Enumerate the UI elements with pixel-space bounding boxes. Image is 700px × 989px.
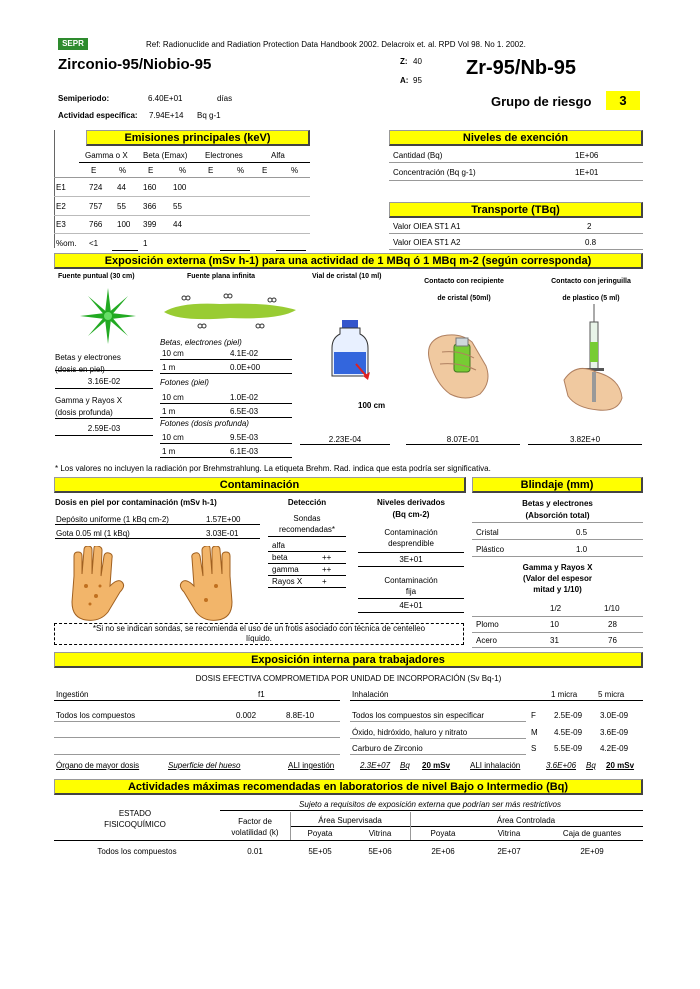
probe-note: *Si no se indican sondas, se recomienda el uso de un frotis asociado con técnica de centelleo líquido. (54, 623, 464, 645)
plane-photons-deep-title: Fotones (dosis profunda) (160, 419, 249, 428)
sub-header: E (208, 166, 214, 175)
z-label: Z: (400, 57, 408, 66)
risk-group-value: 3 (606, 91, 640, 110)
max-row-label: Todos los compuestos (97, 847, 177, 856)
ali-ingestion-label: ALI ingestión (288, 761, 335, 770)
external-exposure-title: Exposición externa (mSv h-1) para una actividad de 1 MBq ó 1 MBq m-2 (según corresponda) (54, 253, 643, 269)
transport-label-0: Valor OIEA ST1 A1 (393, 222, 461, 231)
steel-label: Acero (476, 636, 497, 645)
plane-value: 9.5E-03 (230, 433, 259, 442)
ingestion-row-f1: 0.002 (236, 711, 257, 720)
sub-col-3: Vitrina (497, 829, 521, 838)
sub-col-0: Poyata (307, 829, 333, 838)
emission-cell: 724 (89, 183, 103, 192)
micra1-label: 1 micra (551, 690, 578, 699)
transport-label-1: Valor OIEA ST1 A2 (393, 238, 461, 247)
max-row-v3: 2E+07 (497, 847, 521, 856)
organ-value: Superficie del hueso (168, 761, 241, 770)
plane-distance: 1 m (162, 363, 176, 372)
exemption-label-1: Concentración (Bq g-1) (393, 168, 476, 177)
sub-header: % (119, 166, 127, 175)
inhalation-row-type: F (531, 711, 536, 720)
col-vial: Vial de cristal (10 ml) (312, 273, 382, 280)
reference: Ref: Radionuclide and Radiation Protection Data Handbook 2002. Delacroix et. al. RPD Vol 98. No 1. 2002. (146, 40, 526, 49)
plane-photons-skin-title: Fotones (piel) (160, 378, 209, 387)
probe-label: alfa (272, 541, 285, 550)
drop-label: Gota 0.05 ml (1 kBq) (56, 529, 130, 538)
half-col: 1/2 (550, 604, 562, 613)
specific-activity-value: 7.94E+14 (149, 111, 184, 120)
fixed-label: Contaminación fija (384, 576, 438, 596)
emission-row-label: E3 (56, 220, 66, 229)
exemption-value-1: 1E+01 (575, 168, 599, 177)
a-label: A: (400, 76, 409, 85)
controlled-header: Área Controlada (496, 816, 556, 825)
exemption-title: Niveles de exención (389, 130, 643, 146)
tenth-col: 1/10 (604, 604, 620, 613)
probe-value: ++ (322, 553, 332, 562)
syringe-hand-icon (560, 302, 630, 414)
emission-cell: <1 (89, 238, 99, 248)
specific-activity-label: Actividad específica: (58, 111, 138, 120)
removable-value: 3E+01 (399, 555, 423, 564)
sub-col-2: Poyata (430, 829, 456, 838)
half-life-unit: días (217, 94, 233, 103)
betas-skin-label: Betas y electrones (55, 353, 121, 362)
inhalation-label: Inhalación (352, 690, 389, 699)
ali-ingestion-value: 2.3E+07 (360, 761, 391, 770)
derived-title: Niveles derivados (Bq cm-2) (376, 498, 446, 519)
shielding-title: Blindaje (mm) (472, 477, 643, 493)
emission-cell: 1 (143, 238, 148, 248)
ali-ingestion-dose: 20 mSv (422, 761, 451, 770)
removable-label: Contaminación desprendible (384, 528, 438, 548)
ali-inhalation-value: 3.6E+06 (546, 761, 577, 770)
betas-skin-value: 3.16E-02 (87, 377, 121, 386)
col-container: Contacto con recipiente de cristal (50ml) (424, 278, 504, 302)
plane-distance: 10 cm (162, 349, 184, 358)
uniform-deposit-value: 1.57E+00 (206, 515, 241, 524)
point-source-icon (78, 286, 138, 346)
a-value: 95 (413, 76, 422, 85)
plane-value: 0.0E+00 (230, 363, 261, 372)
sub-header: E (148, 166, 154, 175)
col-electrons: Electrones (205, 151, 243, 160)
steel-v1: 31 (550, 636, 559, 645)
col-gamma: Gamma o X (85, 151, 128, 160)
ali-inhalation-dose: 20 mSv (606, 761, 635, 770)
emission-cell: 399 (143, 220, 157, 229)
glass-label: Cristal (476, 528, 499, 537)
gamma-deep-label: Gamma y Rayos X (dosis profunda) (55, 396, 123, 417)
emission-cell: 100 (117, 220, 131, 229)
gamma-shield-title: Gamma y Rayos X (Valor del espesor mitad y 1/10) (522, 563, 593, 594)
ali-ingestion-unit: Bq (400, 761, 410, 770)
lead-label: Plomo (476, 620, 499, 629)
sub-header: E (262, 166, 268, 175)
supervised-header: Área Supervisada (318, 816, 382, 825)
organ-label: Órgano de mayor dosis (56, 761, 140, 770)
vial-value: 2.23E-04 (328, 435, 362, 444)
exemption-value-0: 1E+06 (575, 151, 599, 160)
emission-cell: 55 (117, 201, 126, 211)
sub-header: % (237, 166, 245, 175)
inhalation-row-v5: 3.6E-09 (600, 727, 629, 737)
glass-value: 0.5 (576, 528, 588, 537)
external-footnote: * Los valores no incluyen la radiación por Brehmstrahlung. La etiqueta Brehm. Rad. indica que esta podría ser significativa. (55, 464, 491, 473)
plane-distance: 10 cm (162, 393, 184, 402)
plane-betas-title: Betas, electrones (piel) (160, 338, 242, 347)
container-value: 8.07E-01 (446, 435, 480, 444)
emission-row-label: E1 (56, 183, 66, 192)
internal-exposure-title: Exposición interna para trabajadores (54, 652, 643, 668)
emission-cell: 757 (89, 201, 103, 211)
vial-distance: 100 cm (358, 401, 386, 410)
inhalation-row-v1: 5.5E-09 (554, 744, 583, 753)
ingestion-row-label: Todos los compuestos (56, 711, 136, 720)
sub-col-1: Vitrina (368, 829, 392, 838)
hand-right-icon (176, 546, 238, 622)
lead-v2: 28 (608, 620, 617, 629)
nuclide-symbol: Zr-95/Nb-95 (466, 57, 577, 79)
probe-value: ++ (322, 565, 332, 574)
emissions-title: Emisiones principales (keV) (86, 130, 310, 146)
emission-cell: 100 (173, 183, 187, 192)
probe-value: + (322, 577, 327, 586)
sub-header: % (179, 166, 187, 175)
subject-to-note: Sujeto a requisitos de exposición externa que podrían ser más restrictivos (299, 800, 561, 809)
transport-value-0: 2 (587, 222, 592, 231)
ali-inhalation-unit: Bq (586, 761, 596, 770)
col-plane-source: Fuente plana infinita (187, 273, 256, 280)
beta-shield-title: Betas y electrones (Absorción total) (522, 499, 593, 520)
inhalation-row-label: Carburo de Zirconio (352, 744, 423, 753)
micra5-label: 5 micra (598, 690, 625, 699)
gamma-deep-value: 2.59E-03 (87, 424, 121, 433)
ali-inhalation-label: ALI inhalación (470, 761, 521, 770)
drop-value: 3.03E-01 (206, 529, 239, 538)
max-row-v0: 5E+05 (308, 847, 332, 856)
detection-title: Detección (287, 498, 327, 507)
sub-col-4: Caja de guantes (562, 829, 622, 838)
half-life-value: 6.40E+01 (148, 94, 183, 103)
inhalation-row-v1: 2.5E-09 (554, 711, 583, 720)
ingestion-row-value: 8.8E-10 (286, 711, 315, 720)
hand-left-icon (66, 546, 128, 622)
sub-header: % (291, 166, 299, 175)
max-row-v2: 2E+06 (431, 847, 455, 856)
inhalation-row-type: M (531, 727, 538, 737)
factor-header: Factor de volatilidad (k) (231, 817, 279, 837)
lead-v1: 10 (550, 620, 559, 629)
emission-cell: 55 (173, 201, 182, 211)
page-title: Zirconio-95/Niobio-95 (58, 56, 212, 73)
state-header: ESTADO FISICOQUÍMICO (104, 809, 166, 829)
col-beta: Beta (Emax) (143, 151, 188, 160)
plane-distance: 1 m (162, 447, 176, 456)
max-row-v4: 2E+09 (580, 847, 604, 856)
col-alpha: Alfa (271, 151, 285, 160)
syringe-value: 3.82E+0 (569, 435, 601, 444)
plane-distance: 10 cm (162, 433, 184, 442)
emission-row-label: E2 (56, 201, 66, 211)
max-row-v1: 5E+06 (368, 847, 392, 856)
emission-cell: 44 (173, 220, 182, 229)
emission-cell: 160 (143, 183, 157, 192)
half-life-label: Semiperiodo: (58, 94, 110, 103)
exemption-label-0: Cantidad (Bq) (393, 151, 443, 160)
plane-source-icon (160, 292, 300, 332)
emission-cell: 366 (143, 201, 157, 211)
steel-v2: 76 (608, 636, 617, 645)
inhalation-row-v1: 4.5E-09 (554, 727, 583, 737)
logo: SEPR (58, 38, 88, 50)
container-hand-icon (420, 322, 502, 402)
plastic-label: Plástico (476, 545, 505, 554)
transport-title: Transporte (TBq) (389, 202, 643, 218)
col-point-source: Fuente puntual (30 cm) (58, 273, 135, 280)
transport-value-1: 0.8 (585, 238, 597, 247)
inhalation-row-label: Todos los compuestos sin especificar (352, 711, 485, 720)
max-row-factor: 0.01 (247, 847, 263, 856)
inhalation-row-v5: 4.2E-09 (600, 744, 629, 753)
plane-value: 6.1E-03 (230, 447, 259, 456)
inhalation-row-label: Óxido, hidróxido, haluro y nitrato (352, 727, 468, 737)
f1-label: f1 (258, 690, 265, 699)
probe-label: Rayos X (272, 577, 303, 586)
internal-subtitle: DOSIS EFECTIVA COMPROMETIDA POR UNIDAD DE INCORPORACIÓN (Sv Bq-1) (195, 674, 502, 683)
plastic-value: 1.0 (576, 545, 588, 554)
sub-header: E (91, 166, 97, 175)
z-value: 40 (413, 57, 422, 66)
plane-value: 4.1E-02 (230, 349, 259, 358)
probe-label: gamma (272, 565, 299, 574)
inhalation-row-type: S (531, 744, 537, 753)
col-syringe: Contacto con jeringuilla de plastico (5 ml) (551, 278, 631, 302)
plane-distance: 1 m (162, 407, 176, 416)
emission-cell: 44 (117, 183, 126, 192)
ingestion-label: Ingestión (56, 690, 89, 699)
specific-activity-unit: Bq g-1 (197, 111, 221, 120)
skin-dose-title: Dosis en piel por contaminación (mSv h-1) (55, 498, 217, 507)
max-activities-title: Actividades máximas recomendadas en laboratorios de nivel Bajo o Intermedio (Bq) (54, 779, 643, 795)
vial-icon (330, 318, 370, 380)
uniform-deposit-label: Depósito uniforme (1 kBq cm-2) (56, 515, 169, 524)
fixed-value: 4E+01 (399, 601, 423, 610)
detection-sub: Sondas recomendadas* (278, 514, 336, 534)
risk-group-label: Grupo de riesgo (491, 94, 592, 109)
probe-label: beta (272, 553, 288, 562)
inhalation-row-v5: 3.0E-09 (600, 711, 629, 720)
plane-value: 6.5E-03 (230, 407, 259, 416)
contamination-title: Contaminación (54, 477, 466, 493)
emission-cell: 766 (89, 220, 103, 229)
emission-row-label: %om. (56, 238, 77, 248)
plane-value: 1.0E-02 (230, 393, 259, 402)
